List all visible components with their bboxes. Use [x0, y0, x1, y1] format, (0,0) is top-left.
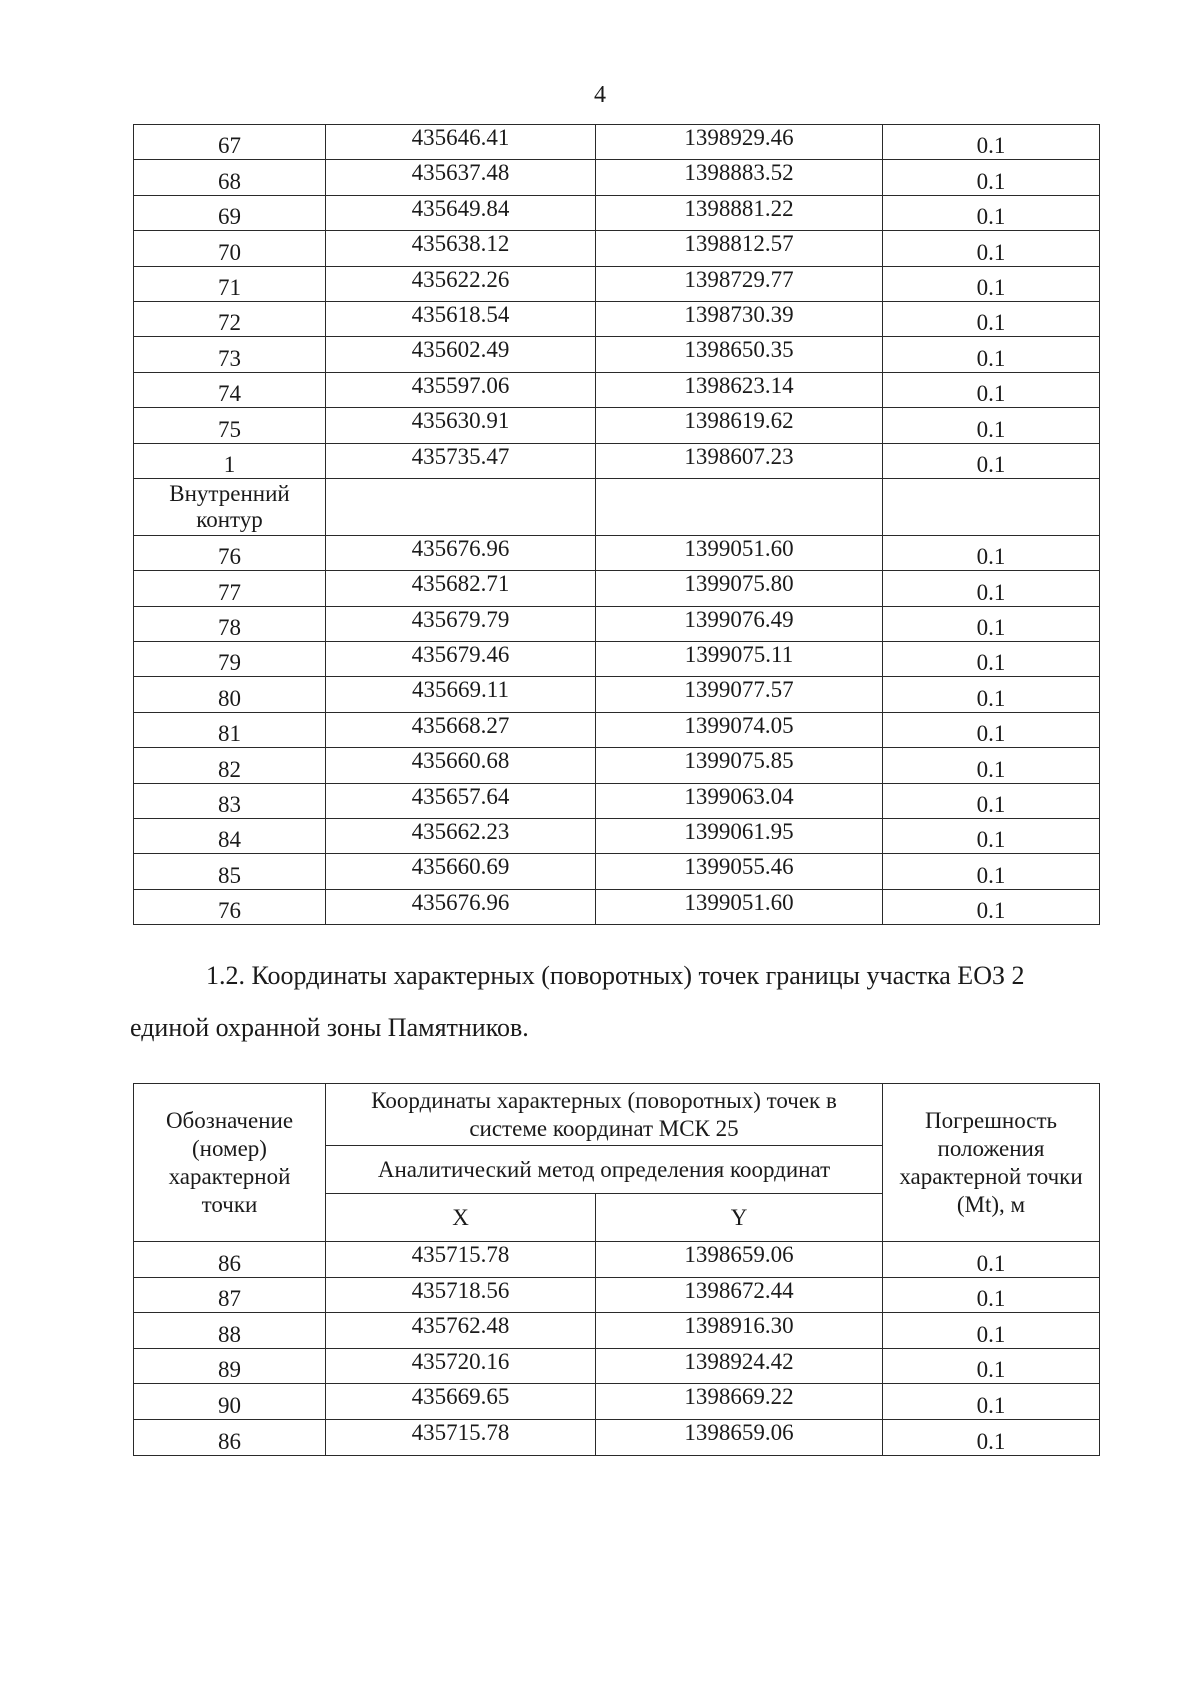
table-row: [134, 677, 1100, 712]
point-number-cell: 87: [134, 1277, 326, 1313]
point-number-cell: 73: [134, 337, 326, 372]
table-row: [134, 266, 1100, 301]
section-heading-text: 1.2. Координаты характерных (поворотных) точек границы участка ЕОЗ 2 единой охранной зоны Памятников.: [130, 961, 1025, 1042]
x-coordinate-cell: 435669.11: [326, 677, 596, 712]
x-coordinate-cell: 435657.64: [326, 783, 596, 818]
error-cell: 0.1: [883, 1384, 1100, 1420]
x-coordinate-cell: 435720.16: [326, 1348, 596, 1384]
x-coordinate-cell: 435630.91: [326, 408, 596, 443]
point-number-cell: 90: [134, 1384, 326, 1420]
point-number-cell: 86: [134, 1242, 326, 1278]
error-cell: 0.1: [883, 231, 1100, 266]
y-coordinate-cell: 1398812.57: [596, 231, 883, 266]
table-row: [134, 443, 1100, 478]
point-number-cell: 67: [134, 125, 326, 160]
y-coordinate-cell: 1399061.95: [596, 819, 883, 854]
y-coordinate-cell: 1398659.06: [596, 1242, 883, 1278]
x-coordinate-cell: 435676.96: [326, 889, 596, 924]
y-coordinate-cell: 1398650.35: [596, 337, 883, 372]
error-cell: 0.1: [883, 301, 1100, 336]
table-row: [134, 535, 1100, 570]
x-coordinate-cell: 435649.84: [326, 195, 596, 230]
table-row: [134, 889, 1100, 924]
table-row: [134, 337, 1100, 372]
page-number: 4: [594, 82, 606, 108]
x-coordinate-cell: 435622.26: [326, 266, 596, 301]
table-row: [134, 160, 1100, 195]
coordinates-table-body: [134, 125, 1100, 925]
y-coordinate-cell: 1399075.11: [596, 642, 883, 677]
x-coordinate-cell: 435637.48: [326, 160, 596, 195]
point-number-cell: 75: [134, 408, 326, 443]
table-row: [134, 1384, 1100, 1420]
table-row: [134, 1348, 1100, 1384]
y-coordinate-cell: 1398929.46: [596, 125, 883, 160]
error-cell: 0.1: [883, 408, 1100, 443]
error-cell: 0.1: [883, 1348, 1100, 1384]
inner-contour-label: Внутренний контур: [134, 478, 326, 535]
coordinates-table-continued: [133, 124, 1100, 925]
point-number-cell: 69: [134, 195, 326, 230]
error-cell: 0.1: [883, 606, 1100, 641]
error-cell: 0.1: [883, 783, 1100, 818]
x-coordinate-cell: 435679.46: [326, 642, 596, 677]
point-number-cell: 80: [134, 677, 326, 712]
y-coordinate-cell: 1399051.60: [596, 535, 883, 570]
error-cell: 0.1: [883, 372, 1100, 407]
error-cell: 0.1: [883, 642, 1100, 677]
point-number-cell: 77: [134, 571, 326, 606]
y-coordinate-cell: 1399055.46: [596, 854, 883, 889]
y-coordinate-cell: 1398883.52: [596, 160, 883, 195]
x-coordinate-cell: 435715.78: [326, 1242, 596, 1278]
point-number-cell: 79: [134, 642, 326, 677]
table-row: [134, 231, 1100, 266]
y-coordinate-cell: 1399075.80: [596, 571, 883, 606]
error-cell: 0.1: [883, 195, 1100, 230]
y-coordinate-cell: 1398729.77: [596, 266, 883, 301]
error-cell: 0.1: [883, 535, 1100, 570]
inner-contour-row: [134, 478, 1100, 535]
eoz2-table-body: [134, 1242, 1100, 1456]
point-number-cell: 83: [134, 783, 326, 818]
error-cell: 0.1: [883, 712, 1100, 747]
error-cell: 0.1: [883, 443, 1100, 478]
error-cell: 0.1: [883, 1277, 1100, 1313]
point-number-cell: 1: [134, 443, 326, 478]
point-number-cell: 68: [134, 160, 326, 195]
header-coordinates-title: Координаты характерных (поворотных) точек в системе координат МСК 25: [326, 1084, 883, 1146]
point-number-cell: 82: [134, 748, 326, 783]
point-number-cell: 86: [134, 1419, 326, 1455]
x-coordinate-cell: 435735.47: [326, 443, 596, 478]
header-point-designation: Обозначение (номер) характерной точки: [134, 1084, 326, 1242]
error-cell: 0.1: [883, 266, 1100, 301]
x-coordinate-cell: 435676.96: [326, 535, 596, 570]
header-y: Y: [596, 1194, 883, 1242]
error-cell: 0.1: [883, 677, 1100, 712]
eoz2-table-header: [134, 1084, 1100, 1242]
x-coordinate-cell: 435662.23: [326, 819, 596, 854]
table-row: [134, 301, 1100, 336]
y-coordinate-cell: 1399075.85: [596, 748, 883, 783]
y-coordinate-cell: 1398619.62: [596, 408, 883, 443]
point-number-cell: 88: [134, 1313, 326, 1349]
point-number-cell: 84: [134, 819, 326, 854]
y-coordinate-cell: 1398672.44: [596, 1277, 883, 1313]
error-cell: 0.1: [883, 125, 1100, 160]
y-coordinate-cell: 1398924.42: [596, 1348, 883, 1384]
table-row: [134, 748, 1100, 783]
empty-cell: [326, 478, 596, 535]
point-number-cell: 76: [134, 535, 326, 570]
error-cell: 0.1: [883, 854, 1100, 889]
point-number-cell: 71: [134, 266, 326, 301]
table-row: [134, 606, 1100, 641]
error-cell: 0.1: [883, 571, 1100, 606]
y-coordinate-cell: 1398607.23: [596, 443, 883, 478]
x-coordinate-cell: 435762.48: [326, 1313, 596, 1349]
point-number-cell: 74: [134, 372, 326, 407]
y-coordinate-cell: 1398659.06: [596, 1419, 883, 1455]
table-row: [134, 1419, 1100, 1455]
x-coordinate-cell: 435669.65: [326, 1384, 596, 1420]
y-coordinate-cell: 1398669.22: [596, 1384, 883, 1420]
error-cell: 0.1: [883, 1313, 1100, 1349]
x-coordinate-cell: 435679.79: [326, 606, 596, 641]
point-number-cell: 85: [134, 854, 326, 889]
x-coordinate-cell: 435618.54: [326, 301, 596, 336]
section-heading-paragraph: [130, 950, 1110, 1054]
x-coordinate-cell: 435715.78: [326, 1419, 596, 1455]
table-row: [134, 372, 1100, 407]
x-coordinate-cell: 435682.71: [326, 571, 596, 606]
x-coordinate-cell: 435638.12: [326, 231, 596, 266]
y-coordinate-cell: 1399051.60: [596, 889, 883, 924]
table-row: [134, 783, 1100, 818]
table-row: [134, 1313, 1100, 1349]
table-row: [134, 712, 1100, 747]
eoz2-coordinates-table: [133, 1083, 1100, 1456]
header-x: X: [326, 1194, 596, 1242]
x-coordinate-cell: 435646.41: [326, 125, 596, 160]
y-coordinate-cell: 1398881.22: [596, 195, 883, 230]
y-coordinate-cell: 1398623.14: [596, 372, 883, 407]
point-number-cell: 72: [134, 301, 326, 336]
x-coordinate-cell: 435660.69: [326, 854, 596, 889]
header-method: Аналитический метод определения координат: [326, 1146, 883, 1194]
empty-cell: [883, 478, 1100, 535]
y-coordinate-cell: 1399076.49: [596, 606, 883, 641]
table-row: [134, 854, 1100, 889]
error-cell: 0.1: [883, 1242, 1100, 1278]
table-row: [134, 642, 1100, 677]
table-row: [134, 1277, 1100, 1313]
x-coordinate-cell: 435668.27: [326, 712, 596, 747]
y-coordinate-cell: 1398916.30: [596, 1313, 883, 1349]
table-row: [134, 195, 1100, 230]
x-coordinate-cell: 435597.06: [326, 372, 596, 407]
x-coordinate-cell: 435718.56: [326, 1277, 596, 1313]
point-number-cell: 81: [134, 712, 326, 747]
error-cell: 0.1: [883, 1419, 1100, 1455]
table-row: [134, 125, 1100, 160]
x-coordinate-cell: 435602.49: [326, 337, 596, 372]
table-row: [134, 1242, 1100, 1278]
table-row: [134, 408, 1100, 443]
y-coordinate-cell: 1399074.05: [596, 712, 883, 747]
point-number-cell: 89: [134, 1348, 326, 1384]
x-coordinate-cell: 435660.68: [326, 748, 596, 783]
error-cell: 0.1: [883, 889, 1100, 924]
point-number-cell: 70: [134, 231, 326, 266]
y-coordinate-cell: 1399063.04: [596, 783, 883, 818]
y-coordinate-cell: 1398730.39: [596, 301, 883, 336]
error-cell: 0.1: [883, 819, 1100, 854]
error-cell: 0.1: [883, 748, 1100, 783]
point-number-cell: 76: [134, 889, 326, 924]
y-coordinate-cell: 1399077.57: [596, 677, 883, 712]
error-cell: 0.1: [883, 160, 1100, 195]
table-row: [134, 819, 1100, 854]
empty-cell: [596, 478, 883, 535]
error-cell: 0.1: [883, 337, 1100, 372]
header-position-error: Погрешность положения характерной точки (Mt), м: [883, 1084, 1100, 1242]
table-row: [134, 571, 1100, 606]
point-number-cell: 78: [134, 606, 326, 641]
